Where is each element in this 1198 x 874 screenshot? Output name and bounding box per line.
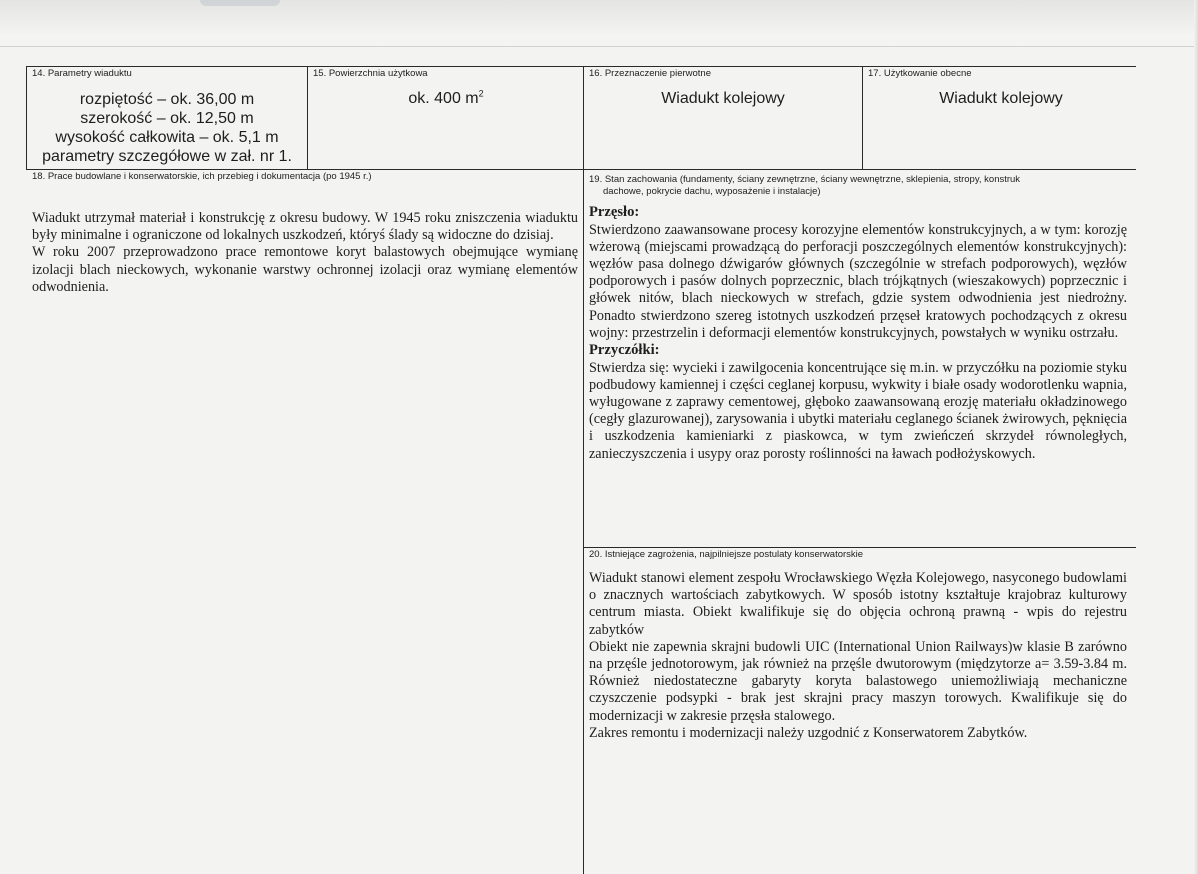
box14-values xyxy=(32,90,302,166)
box15-label: 15. Powierzchnia użytkowa xyxy=(313,68,428,79)
width-value: szerokość – ok. 12,50 m xyxy=(80,110,254,127)
area-unit-exponent: 2 xyxy=(478,88,484,99)
row-divider-2 xyxy=(583,547,1136,548)
form-left-border xyxy=(26,66,27,170)
box19-label-line1: 19. Stan zachowania (fundamenty, ściany zewnętrzne, ściany wewnętrzne, sklepienia, stropy, konstruk xyxy=(589,174,1021,185)
box20-text xyxy=(589,570,1127,742)
box20-label: 20. Istniejące zagrożenia, najpilniejsze postulaty konserwatorskie xyxy=(589,549,864,560)
box16-value: Wiadukt kolejowy xyxy=(661,90,785,107)
box14-label: 14. Parametry wiaduktu xyxy=(32,68,132,79)
column-divider-main xyxy=(583,66,584,874)
box16-label: 16. Przeznaczenie pierwotne xyxy=(589,68,711,79)
box19-text xyxy=(589,204,1127,463)
abutments-condition-text: Stwierdza się: wycieki i zawilgocenia koncentrujące się m.in. w przyczółku na poziomie styku podbudowy kamiennej i części ceglanej korpusu, wykwity i białe osady wodorotlenku wapnia, wyługowane z zaprawy cementowej, głęboko zaawansowaną erozję materiału okładzinowego (cegły glazurowanej), zarysowania i ubytki materiału ceglanego ścianek żwirowych, pęknięcia i uszkodzenia kamieniarki z piaskowca, w tym zwieńczeń skrzydeł równoległych, zanieczyszczenia i usypy oraz porosty roślinności na ławach podłożyskowych. xyxy=(589,359,1127,462)
box19-label-line2: dachowe, pokrycie dachu, wyposażenie i instalacje) xyxy=(603,185,821,197)
column-divider-14-15 xyxy=(307,66,308,170)
box19-label xyxy=(589,174,1133,197)
box18-text xyxy=(32,210,578,296)
height-value: wysokość całkowita – ok. 5,1 m xyxy=(55,129,279,146)
span-heading: Przęsło: xyxy=(589,204,640,220)
box17-label: 17. Użytkowanie obecne xyxy=(868,68,972,79)
form-top-border xyxy=(26,66,1136,67)
box18-label: 18. Prace budowlane i konserwatorskie, ich przebieg i dokumentacja (po 1945 r.) xyxy=(32,171,372,182)
column-divider-16-17 xyxy=(862,66,863,170)
scan-right-shadow xyxy=(1194,0,1198,874)
box20-paragraph: Zakres remontu i modernizacji należy uzgodnić z Konserwatorem Zabytków. xyxy=(589,724,1028,741)
span-condition-text: Stwierdzono zaawansowane procesy korozyjne elementów konstrukcyjnych, a w tym: korozję wżerową (miejscami prowadzącą do perforacji poszczególnych elementów konstrukcyjnych): węzłów pasa dolnego dźwigarów głównych (szczególnie w strefach podporowych), węzłów podporowych i pasów dolnych poprzecznic, blach trójkątnych (wieszakowych) poprzecznic i główek nitów, blach nieckowych w strefach, gdzie system odwodnienia jest niedrożny. Ponadto stwierdzono szereg istotnych uszkodzeń przęseł kratowych pochodzących z okresu wojny: przestrzelin i deformacji elementów konstrukcyjnych, powstałych w wyniku ostrzału. xyxy=(589,221,1127,341)
box20-paragraph: Wiadukt stanowi element zespołu Wrocławskiego Węzła Kolejowego, nasyconego budowlami o znacznych wartościach zabytkowych. W sposób istotny kształtuje krajobraz kulturowy centrum miasta. Obiekt kwalifikuje się do objęcia ochroną prawną - wpis do rejestru zabytków xyxy=(589,570,1127,638)
paper-edge xyxy=(0,46,1198,47)
scan-smudge xyxy=(200,0,280,6)
abutments-heading: Przyczółki: xyxy=(589,342,660,359)
box17-value: Wiadukt kolejowy xyxy=(939,90,1063,107)
box20-paragraph: Obiekt nie zapewnia skrajni budowli UIC (International Union Railways)w klasie B zarówno na przęśle jednotorowym, jak również na przęśle dwutorowym (międzytorze a= 3.59-3.84 m. Również niedostateczne gabaryty koryta balastowego uniemożliwiają mechaniczne czyszczenie podsypki - brak jest skrajni pracy maszyn torowych. Kwalifikuje się do modernizacji w zakresie przęsła stalowego. xyxy=(589,638,1127,724)
span-value: rozpiętość – ok. 36,00 m xyxy=(79,91,255,108)
row-divider-1 xyxy=(26,169,1136,170)
box18-paragraph: Wiadukt utrzymał materiał i konstrukcję z okresu budowy. W 1945 roku zniszczenia wiaduktu były minimalne i ograniczone od lokalnych uszkodzeń, któryś ślady są widoczne do dzisiaj. xyxy=(32,210,578,244)
scan-top-margin xyxy=(0,0,1198,52)
box15-value xyxy=(310,89,582,108)
area-value: ok. 400 m xyxy=(408,90,479,107)
details-reference: parametry szczegółowe w zał. nr 1. xyxy=(42,148,292,165)
box18-paragraph: W roku 2007 przeprowadzono prace remontowe koryt balastowych obejmujące wymianę izolacji blach nieckowych, wykonanie warstwy ochronnej izolacji oraz wymianę elementów odwodnienia. xyxy=(32,244,578,295)
